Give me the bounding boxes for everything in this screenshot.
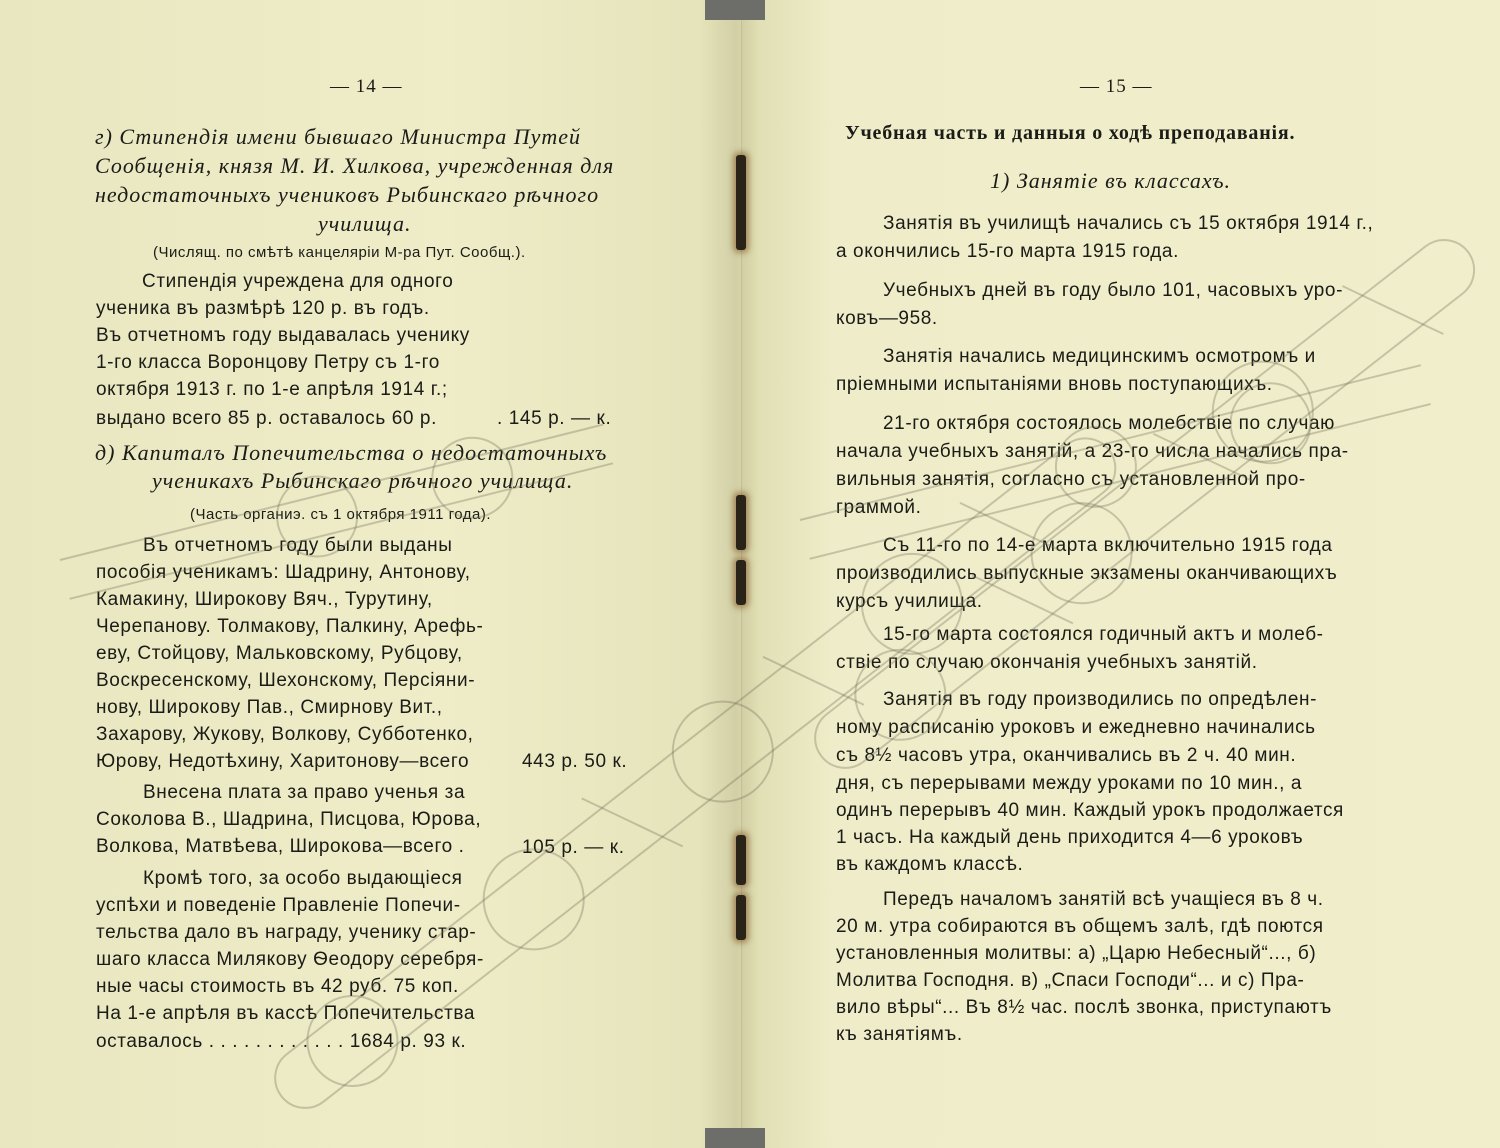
text-line: Юрову, Недотѣхину, Харитонову—всего: [96, 751, 470, 772]
text-line: одинъ перерывъ 40 мин. Каждый урокъ продолжается: [836, 800, 1344, 821]
section-heading: Учебная часть и данныя о ходѣ преподаванія.: [845, 122, 1296, 144]
binding-stitch: [736, 895, 746, 940]
text-line: Черепанову. Толмакову, Палкину, Арефь-: [96, 616, 484, 637]
text-line: вильныя занятія, согласно съ установленной про-: [836, 469, 1306, 490]
text-line: ствіе по случаю окончанія учебныхъ занятій.: [836, 652, 1258, 673]
text-line: начала учебныхъ занятій, а 23-го числа начались пра-: [836, 441, 1349, 462]
text-line: а окончились 15-го марта 1915 года.: [836, 241, 1179, 262]
text-line: ковъ—958.: [836, 308, 938, 329]
section-g-title-line: недостаточныхъ учениковъ Рыбинскаго рѣчного: [95, 182, 600, 207]
text-line: производились выпускные экзамены оканчивающихъ: [836, 563, 1338, 584]
text-line: Соколова В., Шадрина, Писцова, Юрова,: [96, 809, 482, 830]
text-line: граммой.: [836, 497, 922, 518]
text-line: 21-го октября состоялось молебствіе по случаю: [883, 413, 1335, 434]
text-line: Въ отчетномъ году были выданы: [143, 535, 453, 556]
text-line: пособія ученикамъ: Шадрину, Антонову,: [96, 562, 471, 583]
text-line: успѣхи и поведеніе Правленіе Попечи-: [96, 895, 461, 916]
text-line: въ каждомъ классѣ.: [836, 854, 1024, 875]
binding-stitch: [736, 560, 746, 605]
text-line: Молитва Господня. в) „Спаси Господи“... и с) Пра-: [836, 970, 1305, 991]
text-line: дня, съ перерывами между уроками по 10 мин., а: [836, 773, 1303, 794]
subsection-heading: 1) Занятіе въ классахъ.: [990, 168, 1231, 193]
text-line: Волкова, Матвѣева, Широкова—всего .: [96, 836, 465, 857]
text-line: ные часы стоимость въ 42 руб. 75 коп.: [96, 976, 459, 997]
text-line: На 1-е апрѣля въ кассѣ Попечительства: [96, 1003, 476, 1024]
section-g-note: (Числящ. по смѣтѣ канцеляріи М-ра Пут. Сообщ.).: [153, 244, 526, 261]
text-line: Внесена плата за право ученья за: [143, 782, 466, 803]
section-d-note: (Часть органиэ. съ 1 октября 1911 года).: [190, 506, 492, 523]
section-d-title-line: ученикахъ Рыбинскаго рѣчного училища.: [152, 468, 574, 493]
text-line: вило вѣры“... Въ 8½ час. послѣ звонка, приступаютъ: [836, 997, 1332, 1018]
amount-d2: 105 р. — к.: [522, 837, 625, 858]
text-line: выдано всего 85 р. оставалось 60 р.: [96, 408, 437, 429]
text-line: Занятія въ году производились по опредѣлен-: [883, 689, 1318, 710]
binding-stitch: [736, 155, 746, 250]
text-line: еву, Стойцову, Мальковскому, Рубцову,: [96, 643, 463, 664]
text-line: нову, Широкову Пав., Смирнову Вит.,: [96, 697, 443, 718]
text-line: 15-го марта состоялся годичный актъ и молеб-: [883, 624, 1324, 645]
text-line: октября 1913 г. по 1-е апрѣля 1914 г.;: [96, 379, 448, 400]
page-number-right: — 15 —: [1080, 76, 1153, 97]
text-line: Захарову, Жукову, Волкову, Субботенко,: [96, 724, 474, 745]
gutter-shadow: [700, 0, 760, 1148]
text-line: 20 м. утра собираются въ общемъ залѣ, гдѣ поются: [836, 916, 1324, 937]
text-line: Съ 11-го по 14-е марта включительно 1915 года: [883, 535, 1333, 556]
text-line: Передъ началомъ занятій всѣ учащіеся въ 8 ч.: [883, 889, 1324, 910]
text-line: Камакину, Широкову Вяч., Турутину,: [96, 589, 433, 610]
text-line: Занятія въ училищѣ начались съ 15 октября 1914 г.,: [883, 213, 1374, 234]
text-line: шаго класса Милякову Ѳеодору серебря-: [96, 949, 484, 970]
text-line: установленныя молитвы: а) „Царю Небесный“..., б): [836, 943, 1317, 964]
text-line: тельства дало въ награду, ученику стар-: [96, 922, 477, 943]
total-line: оставалось . . . . . . . . . . . . 1684 р. 93 к.: [96, 1031, 467, 1052]
binding-stitch: [736, 835, 746, 885]
text-line: Воскресенскому, Шехонскому, Персіяни-: [96, 670, 476, 691]
text-line: Въ отчетномъ году выдавалась ученику: [96, 325, 470, 346]
amount-g: . 145 р. — к.: [497, 408, 612, 429]
text-line: 1-го класса Воронцову Петру съ 1-го: [96, 352, 440, 373]
text-line: Кромѣ того, за особо выдающіеся: [143, 868, 463, 889]
section-d-title-line: д) Капиталъ Попечительства о недостаточныхъ: [95, 440, 608, 465]
amount-d1: 443 р. 50 к.: [522, 751, 628, 772]
text-line: Занятія начались медицинскимъ осмотромъ и: [883, 346, 1316, 367]
section-g-title-line: г) Стипендія имени бывшаго Министра Путей: [95, 124, 582, 149]
text-line: къ занятіямъ.: [836, 1024, 963, 1045]
text-line: ученика въ размѣрѣ 120 р. въ годъ.: [96, 298, 430, 319]
page-number-left: — 14 —: [330, 76, 403, 97]
background-strip-bottom: [705, 1128, 765, 1148]
binding-stitch: [736, 495, 746, 550]
text-line: ному расписанію уроковъ и ежедневно начинались: [836, 717, 1316, 738]
section-g-title-line: училища.: [318, 211, 412, 236]
text-line: пріемными испытаніями вновь поступающихъ.: [836, 374, 1273, 395]
background-strip-top: [705, 0, 765, 20]
section-g-title-line: Сообщенія, князя М. И. Хилкова, учрежденная для: [95, 153, 615, 178]
text-line: 1 часъ. На каждый день приходится 4—6 уроковъ: [836, 827, 1304, 848]
text-line: Стипендія учреждена для одного: [142, 271, 454, 292]
text-line: курсъ училища.: [836, 591, 983, 612]
text-line: Учебныхъ дней въ году было 101, часовыхъ уро-: [883, 280, 1344, 301]
text-line: съ 8½ часовъ утра, оканчивались въ 2 ч. 40 мин.: [836, 745, 1297, 766]
